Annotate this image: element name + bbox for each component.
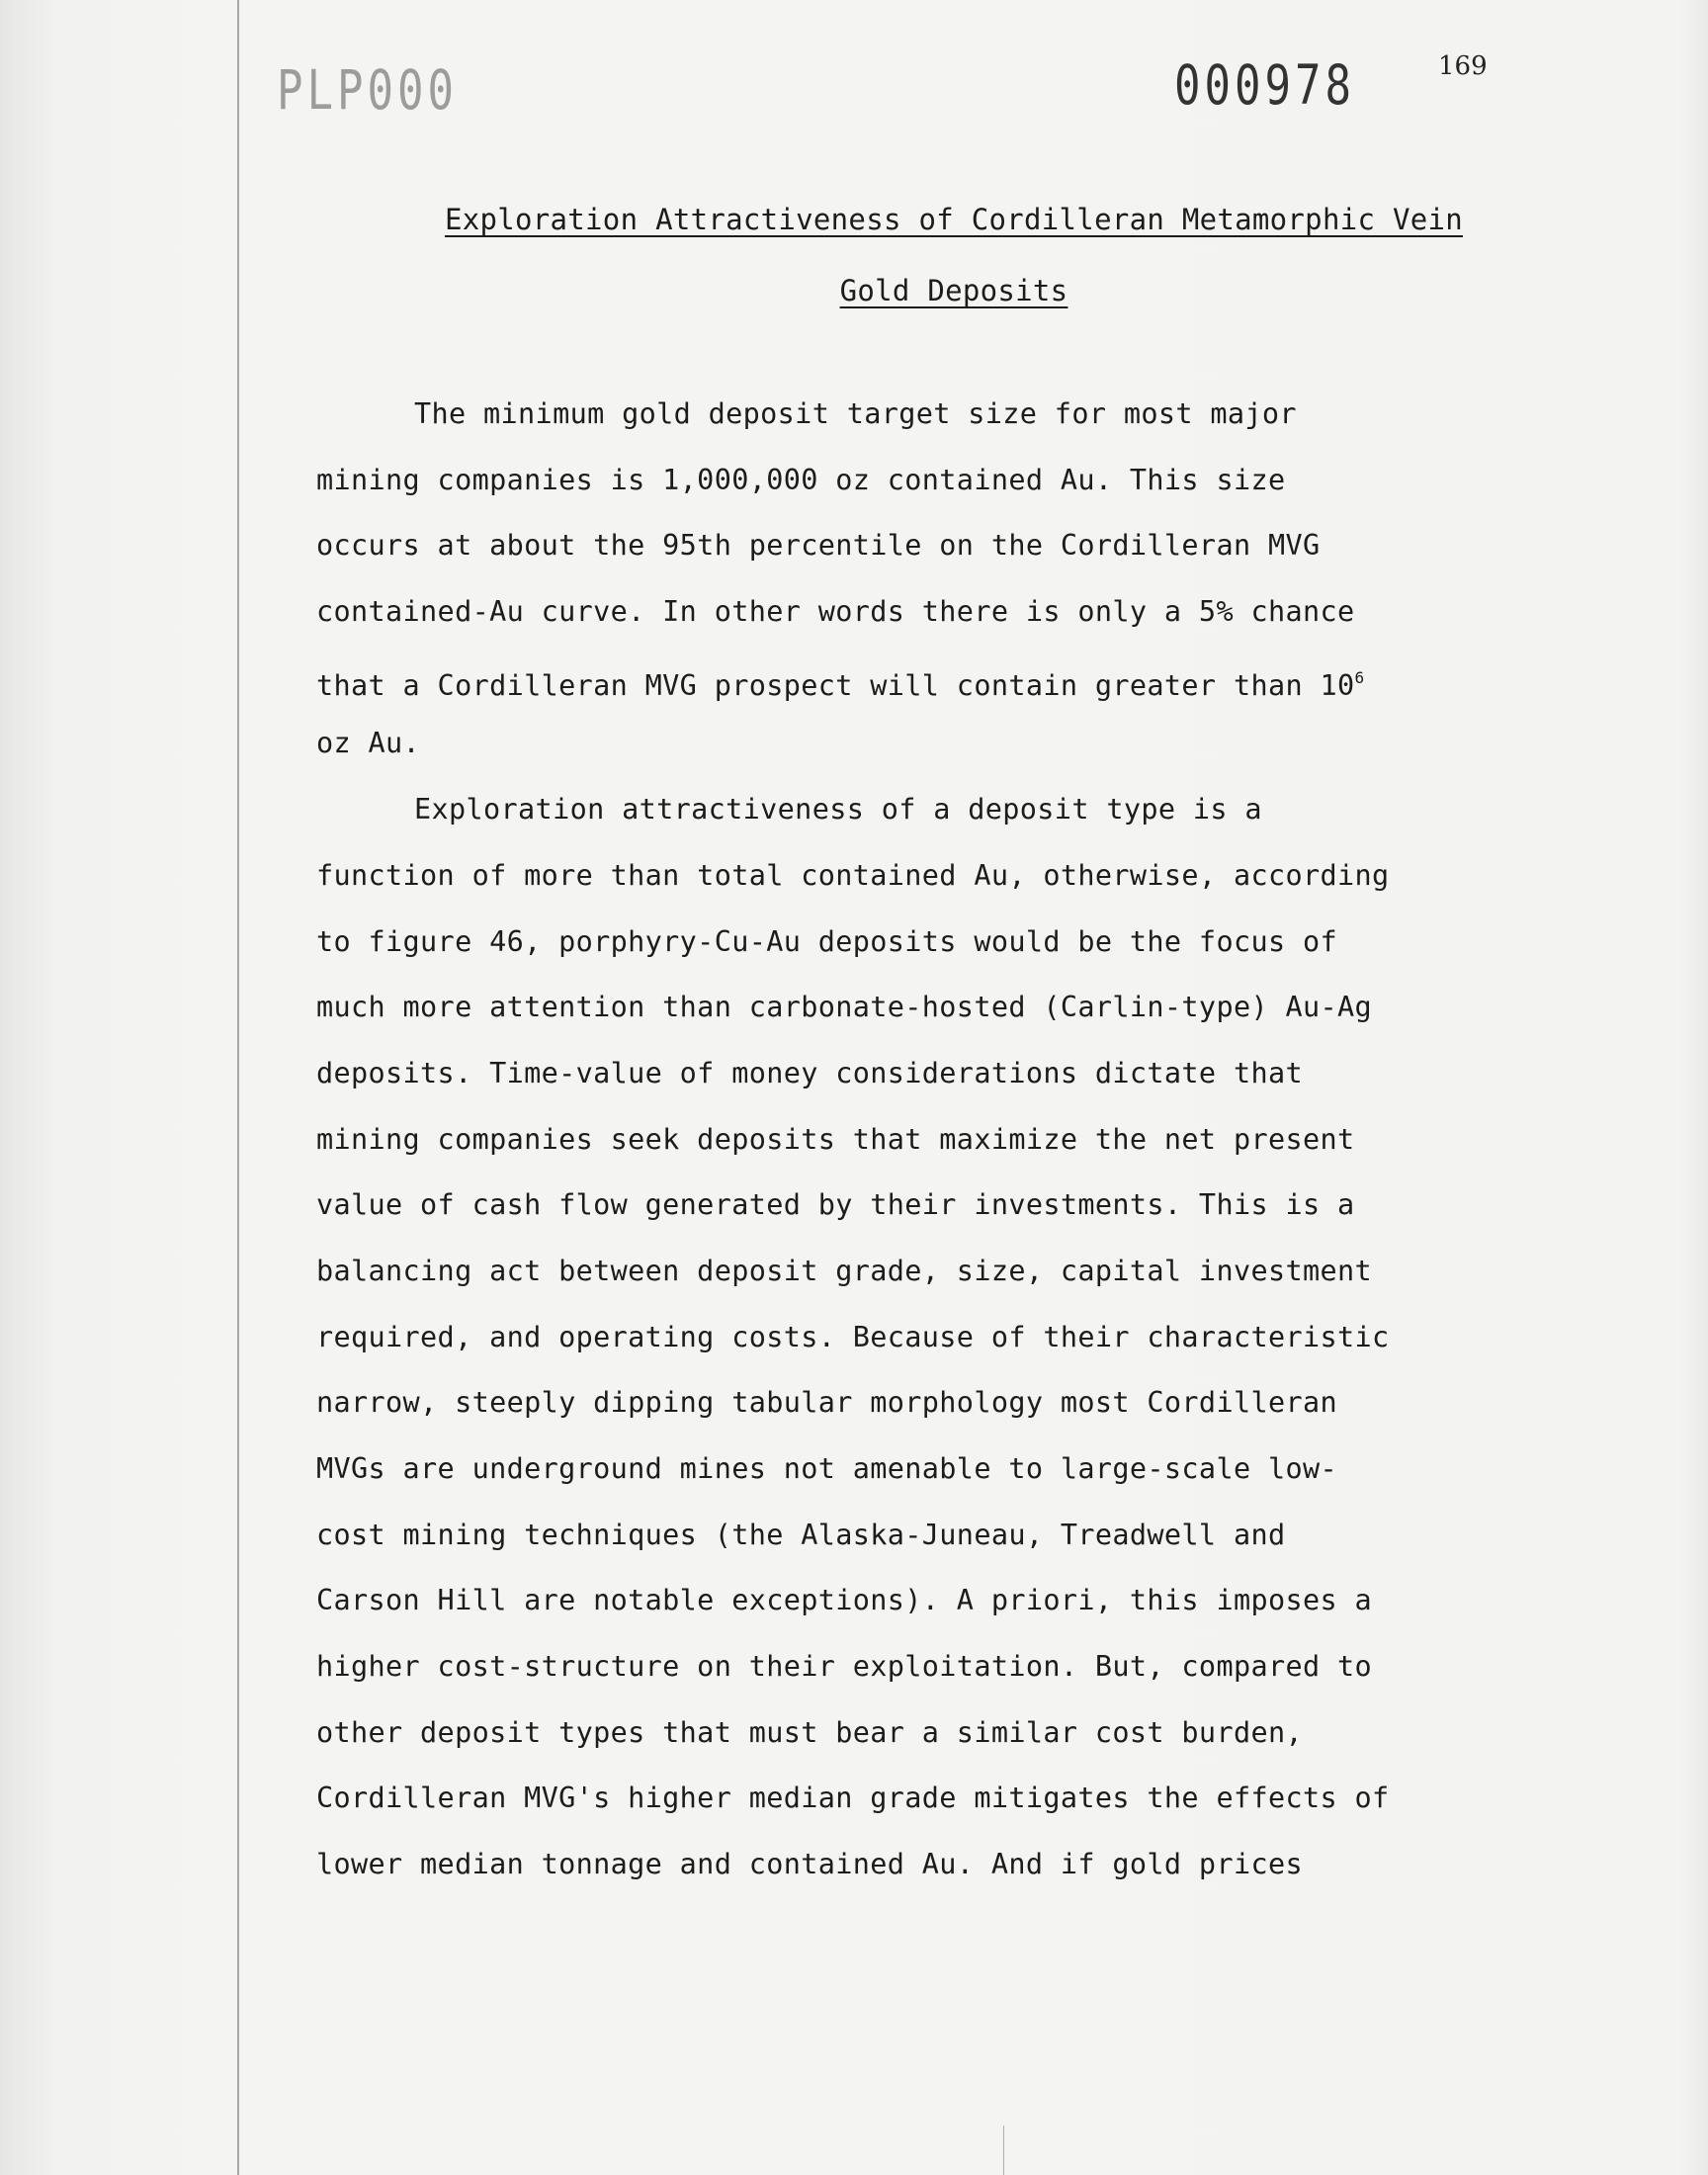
title-line-2: Gold Deposits xyxy=(839,274,1068,307)
text-line: value of cash flow generated by their investments. This is a xyxy=(316,1188,1355,1222)
text-line: much more attention than carbonate-hosted (Carlin-type) Au-Ag xyxy=(316,991,1373,1024)
margin-rule xyxy=(237,0,239,2175)
text-line: The minimum gold deposit target size for most major xyxy=(414,397,1297,430)
text-line: cost mining techniques (the Alaska-Juneau, Treadwell and xyxy=(316,1518,1286,1551)
text-line: balancing act between deposit grade, size, capital investment xyxy=(316,1254,1373,1287)
text-line: deposits. Time-value of money considerations dictate that xyxy=(316,1056,1303,1089)
text-line: Exploration attractiveness of a deposit type is a xyxy=(414,793,1262,826)
text-line: mining companies is 1,000,000 oz contained Au. This size xyxy=(316,463,1286,496)
text-line: narrow, steeply dipping tabular morphology most Cordilleran xyxy=(316,1386,1337,1420)
page-number: 169 xyxy=(1438,51,1488,81)
text-line: other deposit types that must bear a similar cost burden, xyxy=(316,1715,1303,1749)
text-line: contained-Au curve. In other words there is only a 5% chance xyxy=(316,595,1355,629)
text-line: required, and operating costs. Because of their characteristic xyxy=(316,1320,1390,1353)
text-line: oz Au. xyxy=(316,727,421,760)
text-line: Carson Hill are notable exceptions). A priori, this imposes a xyxy=(316,1584,1373,1617)
text-line xyxy=(316,646,1601,712)
document-title xyxy=(316,184,1591,326)
bates-stamp: 000978 xyxy=(1174,54,1355,118)
paragraph-2 xyxy=(316,777,1601,1898)
bates-stamp-faded: PLP000 xyxy=(277,59,458,123)
text-line: mining companies seek deposits that maximize the net present xyxy=(316,1122,1355,1156)
text-line: occurs at about the 95th percentile on the Cordilleran MVG xyxy=(316,529,1321,563)
text-line-content: that a Cordilleran MVG prospect will contain greater than 10 xyxy=(316,668,1355,702)
exponent-superscript: 6 xyxy=(1354,667,1365,687)
document-body xyxy=(316,382,1601,1898)
text-line: MVGs are underground mines not amenable to large-scale low- xyxy=(316,1452,1337,1485)
text-line: lower median tonnage and contained Au. And if gold prices xyxy=(316,1848,1303,1881)
text-line: higher cost-structure on their exploitation. But, compared to xyxy=(316,1650,1373,1684)
text-line: to figure 46, porphyry-Cu-Au deposits would be the focus of xyxy=(316,924,1337,958)
paragraph-1 xyxy=(316,382,1601,777)
text-line: Cordilleran MVG's higher median grade mitigates the effects of xyxy=(316,1782,1390,1815)
scan-artifact-line xyxy=(1003,2126,1004,2175)
text-line: function of more than total contained Au, otherwise, according xyxy=(316,858,1390,892)
title-line-1: Exploration Attractiveness of Cordilleran Metamorphic Vein xyxy=(444,203,1464,236)
